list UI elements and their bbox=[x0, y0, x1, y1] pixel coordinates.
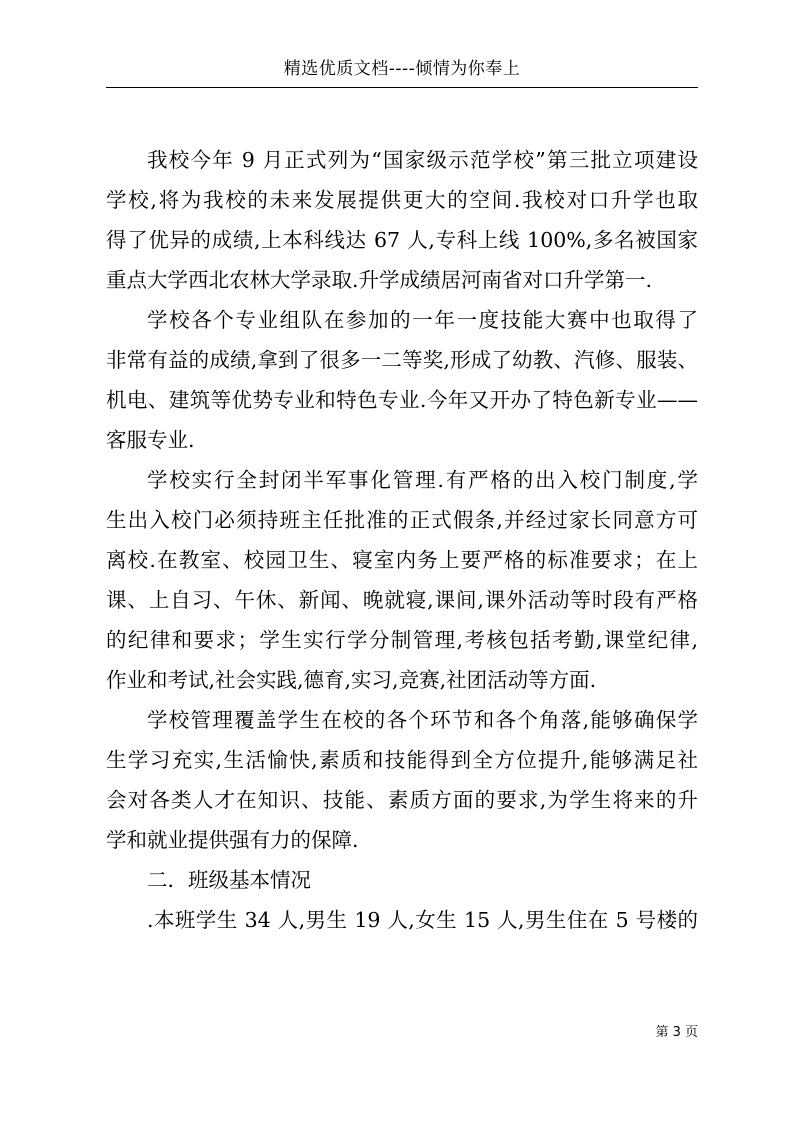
paragraph-3-line-2: 生出入校门必须持班主任批准的正式假条,并经过家长同意方可 bbox=[106, 508, 698, 532]
paragraph-1-line-2: 学校,将为我校的未来发展提供更大的空间.我校对口升学也取 bbox=[106, 188, 698, 212]
paragraph-3-line-5: 的纪律和要求；学生实行学分制管理,考核包括考勤,课堂纪律, bbox=[106, 628, 698, 652]
document-body bbox=[106, 140, 698, 940]
page-header: 精选优质文档----倾情为你奉上 bbox=[283, 59, 521, 79]
paragraph-2-line-3: 机电、建筑等优势专业和特色专业.今年又开办了特色新专业—— bbox=[106, 388, 698, 412]
paragraph-3-line-6: 作业和考试,社会实践,德育,实习,竞赛,社团活动等方面. bbox=[106, 668, 597, 692]
section-heading: 二．班级基本情况 bbox=[147, 868, 311, 892]
paragraph-4-line-4: 学和就业提供强有力的保障. bbox=[106, 828, 359, 852]
paragraph-3-line-3: 离校.在教室、校园卫生、寝室内务上要严格的标准要求；在上 bbox=[106, 548, 698, 572]
paragraph-4-line-2: 生学习充实,生活愉快,素质和技能得到全方位提升,能够满足社 bbox=[106, 748, 698, 772]
paragraph-2-line-2: 非常有益的成绩,拿到了很多一二等奖,形成了幼教、汽修、服装、 bbox=[106, 348, 698, 372]
paragraph-1-line-4: 重点大学西北农林大学录取.升学成绩居河南省对口升学第一. bbox=[106, 268, 653, 292]
paragraph-2-line-4: 客服专业. bbox=[106, 428, 195, 452]
paragraph-3-line-1: 学校实行全封闭半军事化管理.有严格的出入校门制度,学 bbox=[147, 468, 698, 492]
paragraph-1-line-3: 得了优异的成绩,上本科线达 67 人,专科上线 100%,多名被国家 bbox=[106, 228, 698, 252]
paragraph-5-line-1: .本班学生 34 人,男生 19 人,女生 15 人,男生住在 5 号楼的 bbox=[147, 908, 698, 932]
page-number: 第 3 页 bbox=[655, 1025, 698, 1040]
paragraph-2-line-1: 学校各个专业组队在参加的一年一度技能大赛中也取得了 bbox=[147, 308, 698, 332]
paragraph-4-line-3: 会对各类人才在知识、技能、素质方面的要求,为学生将来的升 bbox=[106, 788, 698, 812]
paragraph-1-line-1: 我校今年 9 月正式列为“国家级示范学校”第三批立项建设 bbox=[147, 148, 698, 172]
paragraph-3-line-4: 课、上自习、午休、新闻、晚就寝,课间,课外活动等时段有严格 bbox=[106, 588, 698, 612]
paragraph-4-line-1: 学校管理覆盖学生在校的各个环节和各个角落,能够确保学 bbox=[147, 708, 698, 732]
header-divider bbox=[106, 87, 698, 88]
